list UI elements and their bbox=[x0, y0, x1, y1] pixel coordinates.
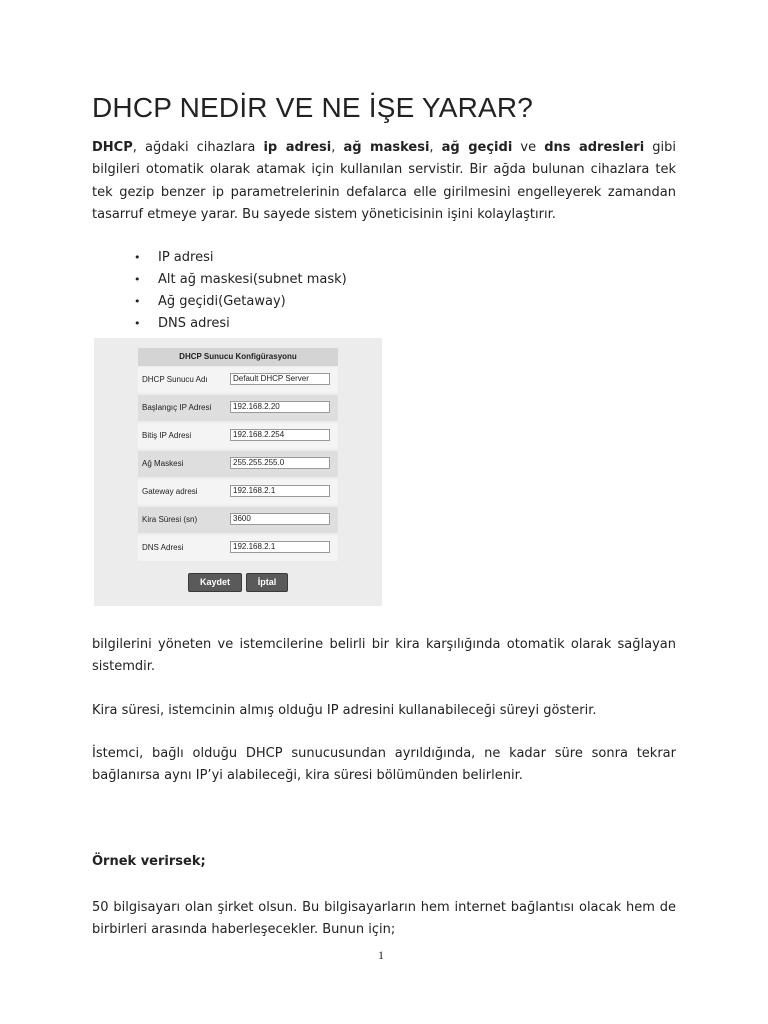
start-ip-input[interactable]: 192.168.2.20 bbox=[230, 401, 330, 413]
field-label: Kira Süresi (sn) bbox=[142, 515, 198, 524]
field-label: Bitiş IP Adresi bbox=[142, 431, 192, 440]
form-row-end-ip bbox=[138, 423, 338, 449]
subnet-mask-input[interactable]: 255.255.255.0 bbox=[230, 457, 330, 469]
field-label: Başlangıç IP Adresi bbox=[142, 403, 212, 412]
form-row-subnet-mask bbox=[138, 451, 338, 477]
page-number: 1 bbox=[378, 948, 384, 962]
form-row-start-ip bbox=[138, 395, 338, 421]
bullet-item: • DNS adresi bbox=[92, 313, 347, 335]
example-heading: Örnek verirsek; bbox=[92, 854, 206, 869]
intro-text-2: , bbox=[331, 140, 344, 155]
form-row-lease-time bbox=[138, 507, 338, 533]
save-button[interactable]: Kaydet bbox=[188, 573, 242, 592]
form-row-server-name bbox=[138, 367, 338, 393]
term-dns: dns adresleri bbox=[544, 140, 645, 155]
term-dhcp: DHCP bbox=[92, 140, 133, 155]
gateway-input[interactable]: 192.168.2.1 bbox=[230, 485, 330, 497]
form-title: DHCP Sunucu Konfigürasyonu bbox=[138, 348, 338, 366]
field-label: Gateway adresi bbox=[142, 487, 198, 496]
bullet-item: • IP adresi bbox=[92, 247, 347, 269]
term-gateway: ağ geçidi bbox=[441, 140, 513, 155]
bullet-item: • Ağ geçidi(Getaway) bbox=[92, 291, 347, 313]
paragraph-definition: bilgilerini yöneten ve istemcilerine belirli bir kira karşılığında otomatik olarak sağlayan sistemdir. bbox=[92, 637, 676, 675]
paragraph-lease-time: Kira süresi, istemcinin almış olduğu IP adresini kullanabileceği süreyi gösterir. bbox=[92, 703, 597, 718]
end-ip-input[interactable]: 192.168.2.254 bbox=[230, 429, 330, 441]
intro-text-1: , ağdaki cihazlara bbox=[132, 140, 264, 155]
paragraph-example: 50 bilgisayarı olan şirket olsun. Bu bilgisayarların hem internet bağlantısı olacak hem de birbirleri arasında haberleşecekler. Bunun için; bbox=[92, 900, 676, 938]
lease-time-input[interactable]: 3600 bbox=[230, 513, 330, 525]
bullet-item: • Alt ağ maskesi(subnet mask) bbox=[92, 269, 347, 291]
intro-text-3: , bbox=[429, 140, 442, 155]
term-subnet-mask: ağ maskesi bbox=[343, 140, 430, 155]
intro-text-5: gibi bilgileri otomatik olarak atamak için kullanılan servistir. Bir ağda bulunan cihazlara tek tek gezip benzer ip parametrelerinin defalarca elle girilmesini engelleyerek zamandan tasarruf etmeye yarar. Bu sayede sistem yöneticisinin işini kolaylaştırır. bbox=[92, 140, 677, 223]
server-name-input[interactable]: Default DHCP Server bbox=[230, 373, 330, 385]
form-row-dns bbox=[138, 535, 338, 561]
dns-input[interactable]: 192.168.2.1 bbox=[230, 541, 330, 553]
page-title: DHCP NEDİR VE NE İŞE YARAR? bbox=[92, 92, 534, 123]
bullet-list bbox=[92, 247, 347, 335]
form-row-gateway bbox=[138, 479, 338, 505]
intro-paragraph bbox=[92, 137, 676, 227]
field-label: DNS Adresi bbox=[142, 543, 184, 552]
dhcp-config-figure bbox=[94, 338, 382, 606]
field-label: DHCP Sunucu Adı bbox=[142, 375, 208, 384]
field-label: Ağ Maskesi bbox=[142, 459, 184, 468]
paragraph-client: İstemci, bağlı olduğu DHCP sunucusundan ayrıldığında, ne kadar süre sonra tekrar bağlanırsa aynı IP’yi alabileceği, kira süresi bölümünden belirlenir. bbox=[92, 746, 676, 784]
intro-text-4: ve bbox=[512, 140, 545, 155]
cancel-button[interactable]: İptal bbox=[246, 573, 288, 592]
term-ip-address: ip adresi bbox=[263, 140, 332, 155]
